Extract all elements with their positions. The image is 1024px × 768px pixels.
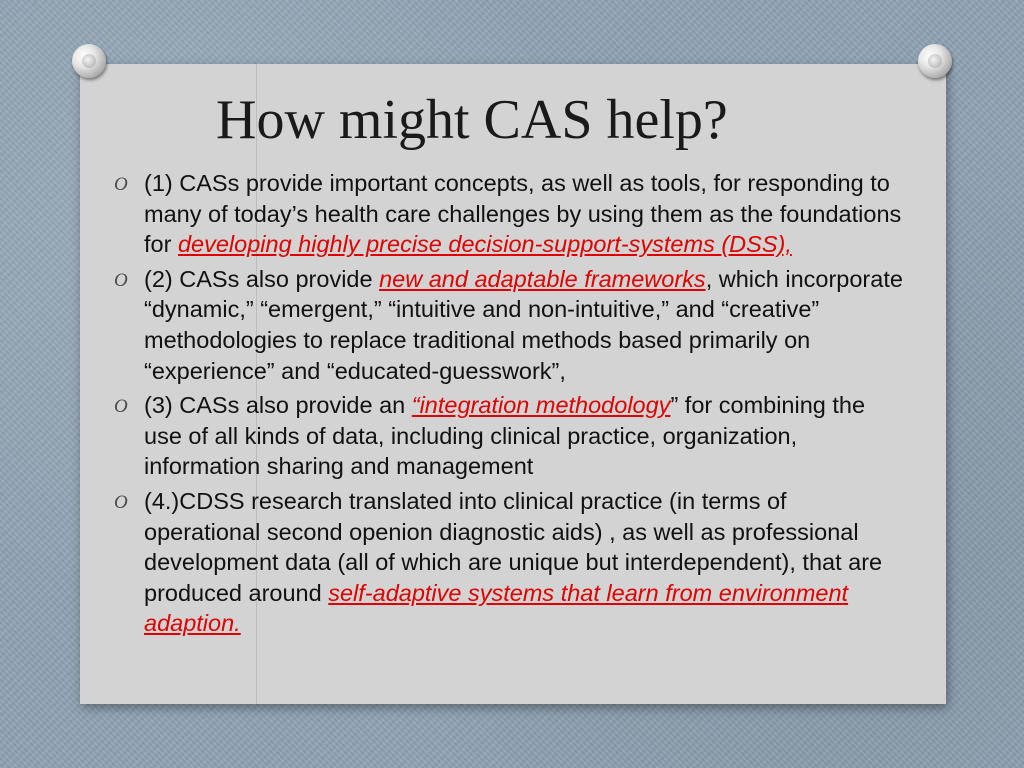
- bullet-text: , which incorporate “dynamic,” “emergent,” “intuitive and non-intuitive,” and “creative” methodologies to replace traditional methods based primarily on “experience” and “educated-guesswork”,: [144, 265, 903, 384]
- bullet-marker-icon: O: [114, 396, 128, 418]
- bullet-item-4: [108, 486, 908, 639]
- bullet-marker-icon: O: [114, 491, 128, 513]
- pushpin-icon: [918, 44, 952, 78]
- bullet-marker-icon: O: [114, 269, 128, 291]
- bullet-item-3: [108, 390, 908, 482]
- bullet-text: (4.)CDSS research translated into clinical practice (in terms of operational second openion diagnostic aids) , as well as professional development data (all of which are unique but interdependent), that are produced around: [144, 487, 883, 606]
- bullet-marker-icon: O: [114, 174, 128, 195]
- bullet-text: (1) CASs provide important concepts, as well as tools, for responding to many of today’s health care challenges by using them as the foundations for: [144, 170, 902, 258]
- bullet-item-2: [108, 264, 908, 386]
- bullet-item-1: [108, 168, 908, 260]
- bullet-text: ” for combining the use of all kinds of data, including clinical practice, organization, information sharing and management: [144, 392, 866, 480]
- slide-title: How might CAS help?: [216, 89, 728, 151]
- bullet-list: [108, 168, 908, 643]
- bullet-text: (2) CASs also provide: [144, 265, 380, 292]
- highlighted-text: new and adaptable frameworks: [379, 265, 706, 292]
- highlighted-text: “integration methodology: [411, 392, 671, 419]
- pushpin-icon: [72, 44, 106, 78]
- highlighted-text: developing highly precise decision-support-systems (DSS),: [177, 231, 792, 258]
- bullet-text: (3) CASs also provide an: [144, 392, 412, 419]
- highlighted-text: self-adaptive systems that learn from environment adaption.: [144, 579, 849, 637]
